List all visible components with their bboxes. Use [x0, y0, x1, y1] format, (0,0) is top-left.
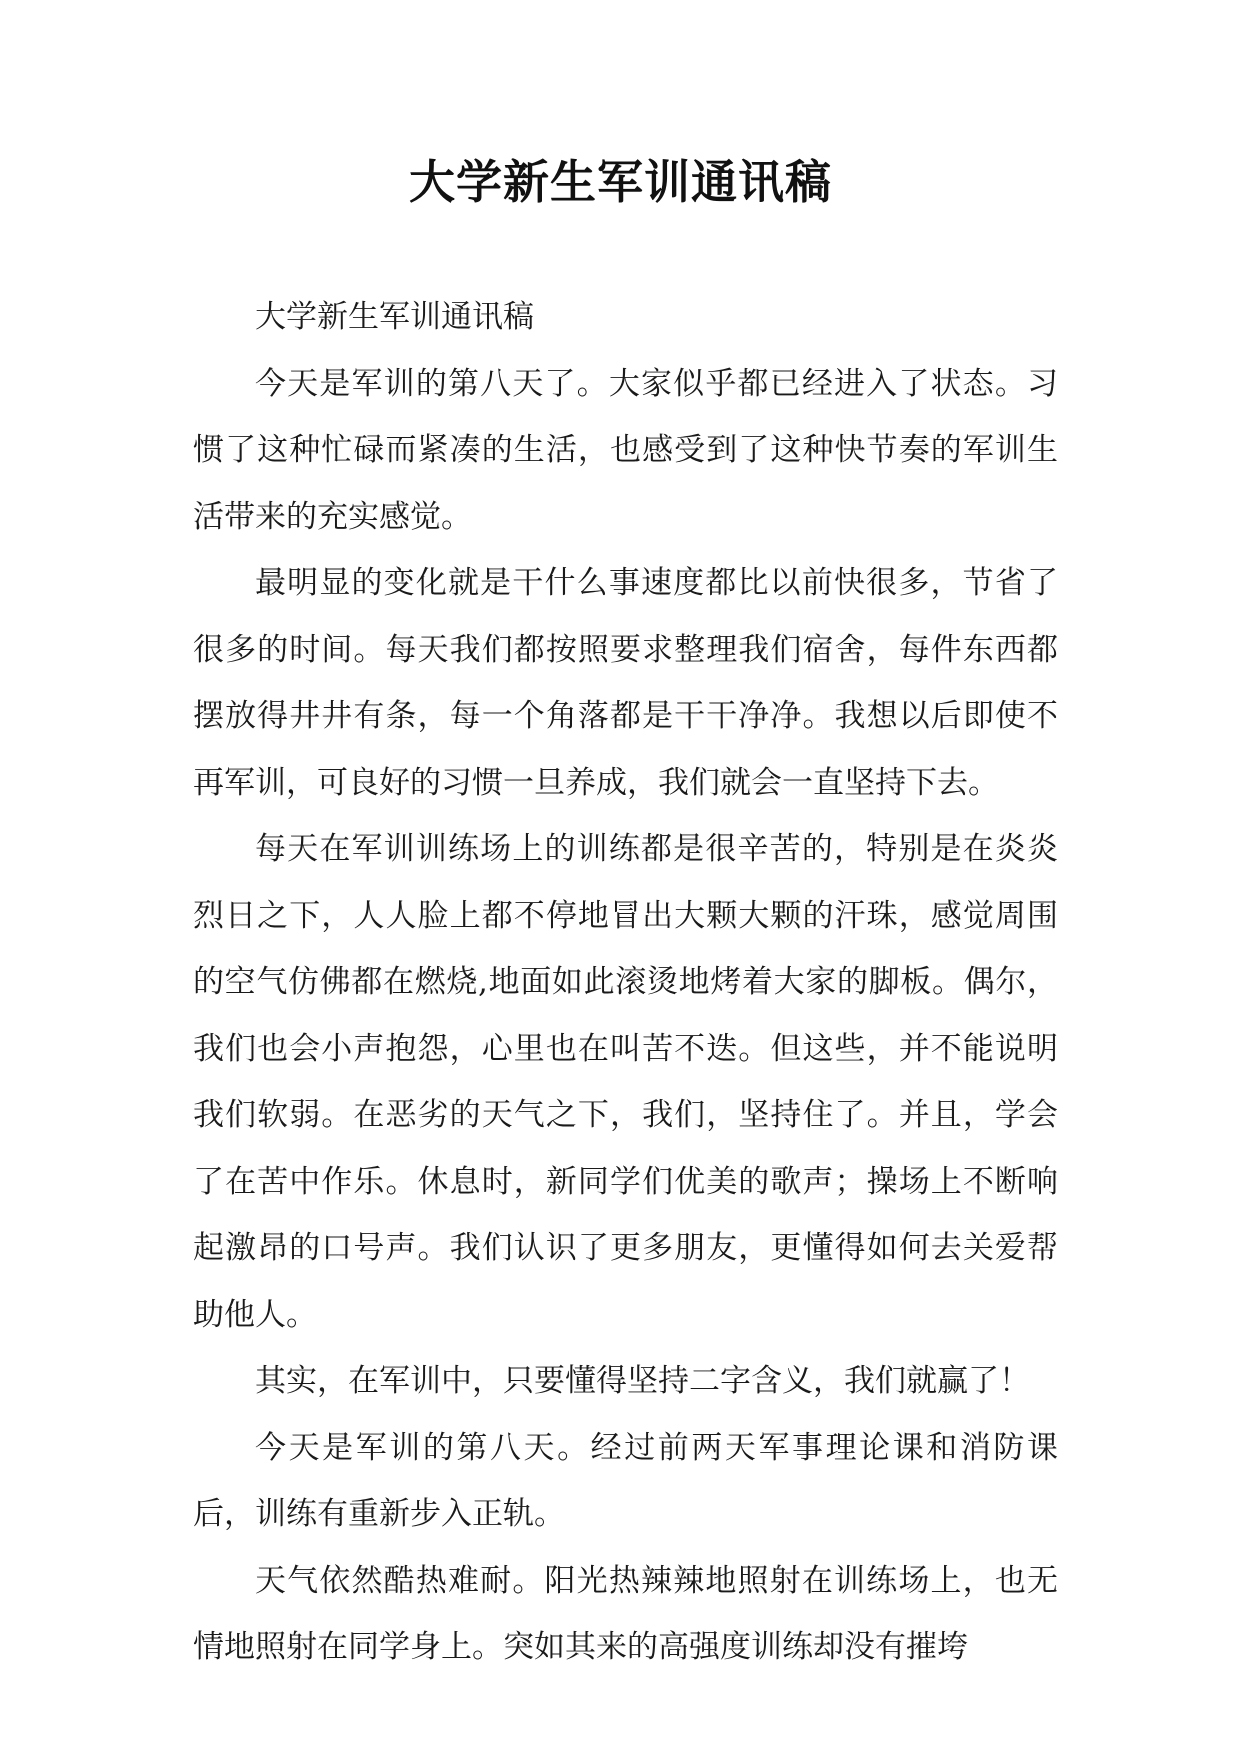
- paragraph-heading: 大学新生军训通讯稿: [255, 299, 534, 335]
- document-title: 大学新生军训通讯稿: [409, 155, 832, 209]
- paragraph: 每天在军训训练场上的训练都是很辛苦的，特别是在炎炎烈日之下，人人脸上都不停地冒出大颗大颗的汗珠，感觉周围的空气仿佛都在燃烧,地面如此滚烫地烤着大家的脚板。偶尔，我们也会小声抱怨，心里也在叫苦不迭。但这些，并不能说明我们软弱。在恶劣的天气之下，我们，坚持住了。并且，学会了在苦中作乐。休息时，新同学们优美的歌声；操场上不断响起激昂的口号声。我们认识了更多朋友，更懂得如何去关爱帮助他人。: [193, 831, 1058, 1333]
- paragraph: 最明显的变化就是干什么事速度都比以前快很多，节省了很多的时间。每天我们都按照要求整理我们宿舍，每件东西都摆放得井井有条，每一个角落都是干干净净。我想以后即使不再军训，可良好的习惯一旦养成，我们就会一直坚持下去。: [193, 565, 1058, 801]
- paragraph: 今天是军训的第八天了。大家似乎都已经进入了状态。习惯了这种忙碌而紧凑的生活，也感受到了这种快节奏的军训生活带来的充实感觉。: [193, 365, 1058, 535]
- paragraph: 其实，在军训中，只要懂得坚持二字含义，我们就赢了！: [255, 1363, 1030, 1399]
- paragraph: 天气依然酷热难耐。阳光热辣辣地照射在训练场上，也无情地照射在同学身上。突如其来的高强度训练却没有摧垮: [193, 1562, 1058, 1665]
- paragraph: 今天是军训的第八天。经过前两天军事理论课和消防课后，训练有重新步入正轨。: [193, 1429, 1058, 1532]
- document-body: [193, 284, 1058, 1681]
